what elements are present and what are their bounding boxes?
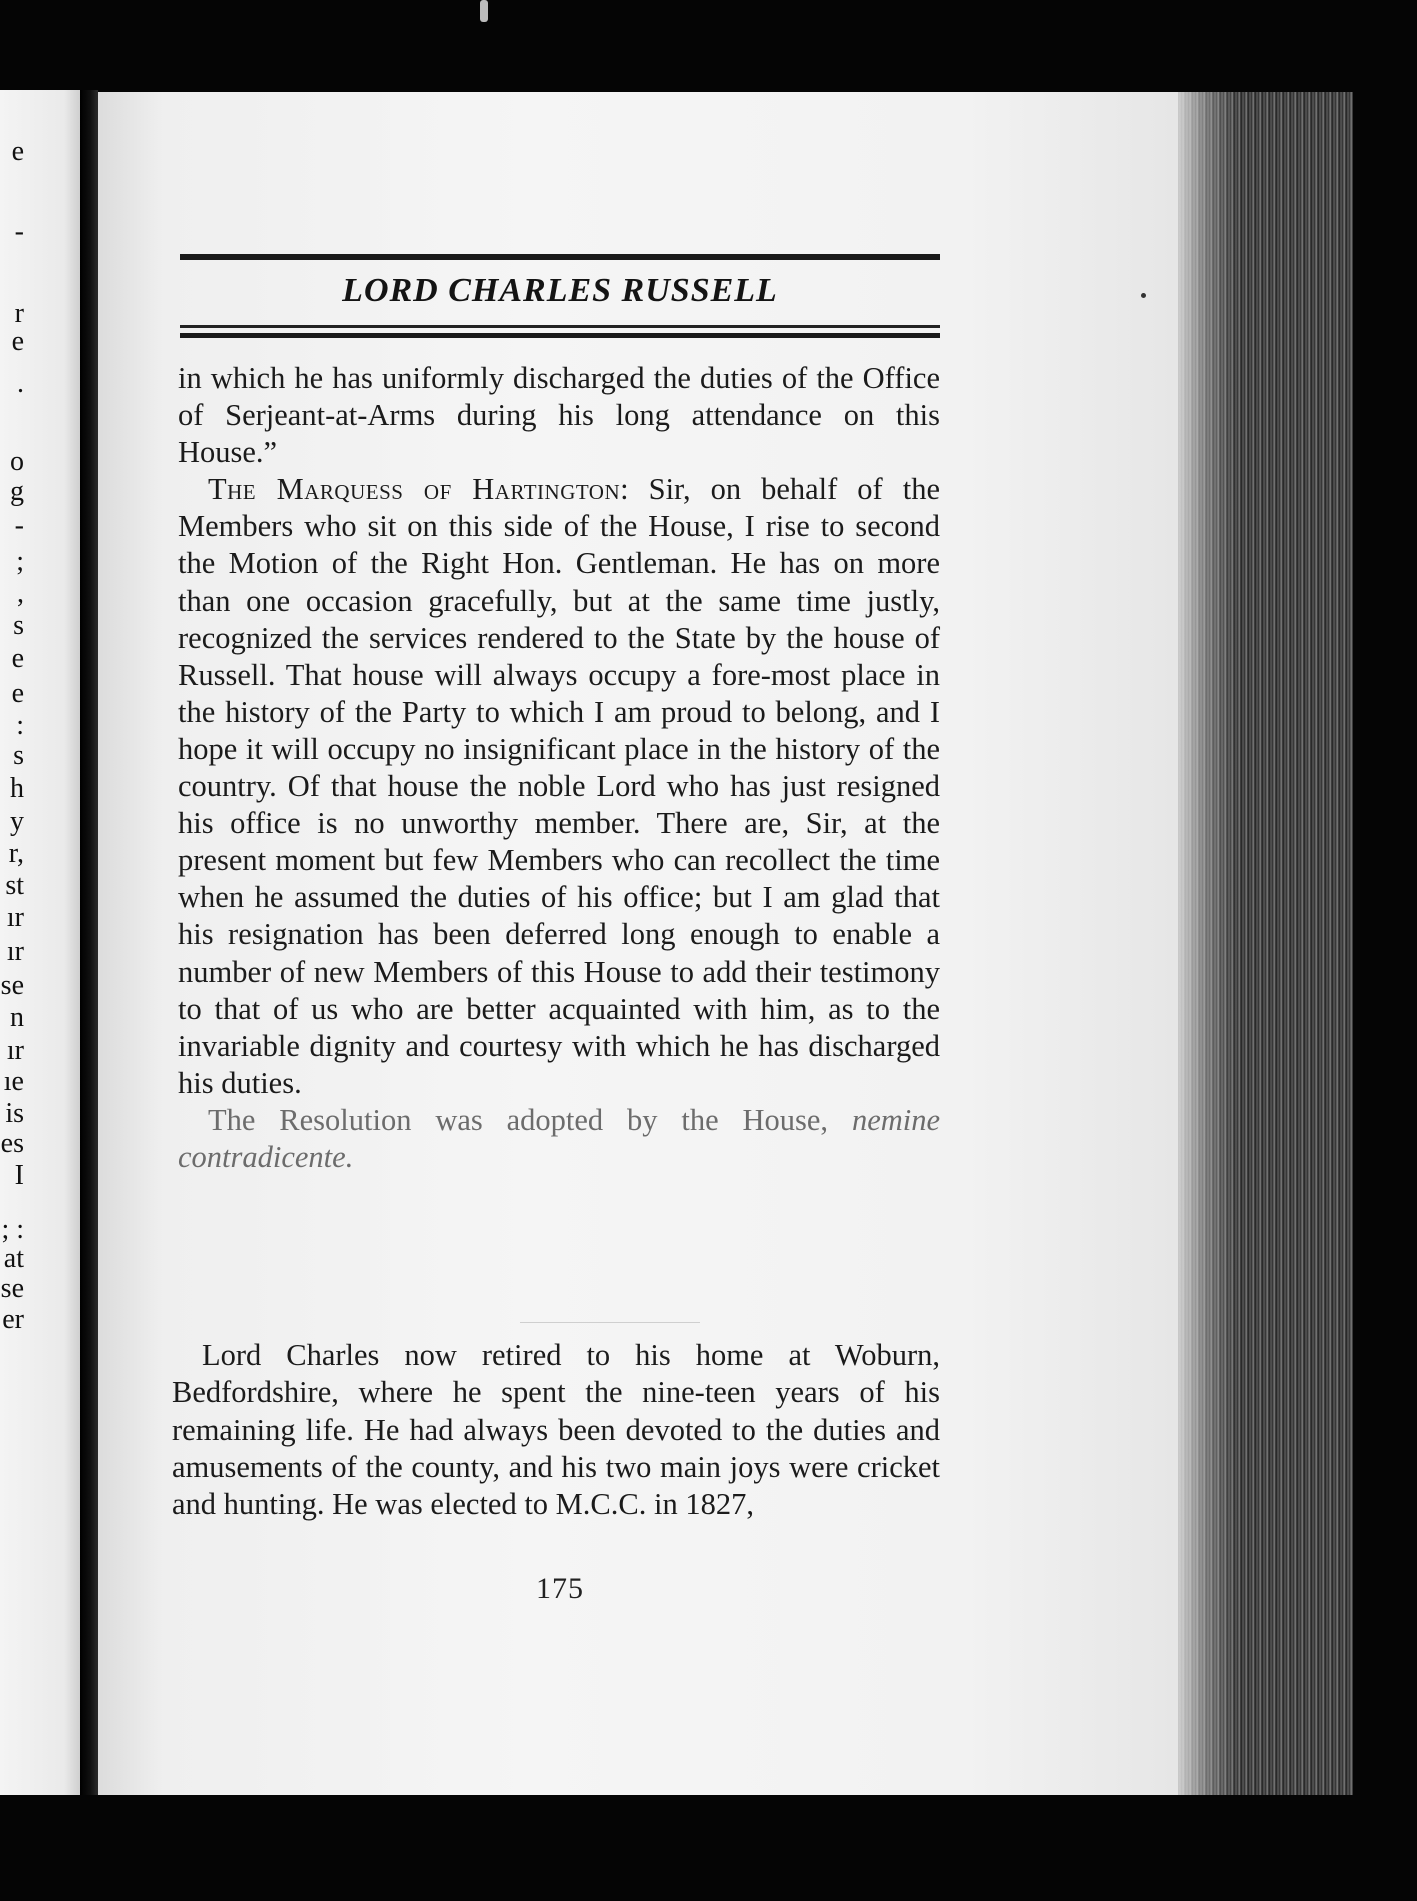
facing-page-char: n — [10, 1002, 24, 1033]
facing-page-char: o — [10, 446, 24, 477]
facing-page-char: r, — [8, 838, 24, 869]
facing-page-char: ır — [6, 902, 24, 933]
facing-page-char: ; — [16, 546, 24, 577]
facing-page-char: ıe — [3, 1066, 24, 1097]
scan-top-mark — [480, 0, 488, 22]
facing-page-fragment — [0, 90, 80, 1795]
page-number: 175 — [536, 1572, 584, 1605]
paragraph-continuation: in which he has uniformly discharged the duties of the Office of Serjeant-at-Arms during his long attendance on this House.” — [178, 361, 940, 470]
page-fore-edge-highlight — [1178, 92, 1238, 1795]
facing-page-char: r — [14, 298, 24, 329]
facing-page-char: ; : — [1, 1214, 24, 1245]
main-text-block — [178, 360, 940, 1176]
facing-page-char: g — [10, 476, 24, 507]
facing-page-char: - — [14, 510, 24, 541]
facing-page-char: ır — [6, 936, 24, 967]
facing-page-char: e — [11, 326, 24, 357]
section-separator — [520, 1322, 700, 1323]
speech-text: : Sir, on behalf of the Members who sit on this side of the House, I rise to second the Motion of the Right Hon. Gentleman. He has on more than one occasion gracefully, but at the same time justly, recognized the services rendered to the State by the house of Russell. That house will always occupy a fore-most place in the history of the Party to which I am proud to belong, and I hope it will occupy no insignificant place in the history of the country. Of that house the noble Lord who has just resigned his office is no unworthy member. There are, Sir, at the present moment but few Members who can recollect the time when he assumed the duties of his office; but I am glad that his resignation has been deferred long enough to enable a number of new Members of this House to add their testimony to that of us who are better acquainted with him, as to the invariable dignity and courtesy with which he has discharged his duties. — [178, 472, 940, 1100]
resolution-text: The Resolution was adopted by the House, — [208, 1102, 829, 1137]
paragraph-retirement: Lord Charles now retired to his home at Woburn, Bedfordshire, where he spent the nine-teen years of his remaining life. He had always been devoted to the duties and amusements of the county, and his two main joys were cricket and hunting. He was elected to M.C.C. in 1827, — [172, 1338, 940, 1522]
facing-page-char: I — [14, 1160, 24, 1191]
facing-page-char: , — [17, 578, 24, 609]
facing-page-char: is — [5, 1098, 24, 1129]
facing-page-char: e — [11, 678, 24, 709]
header-rule-bottom-thick — [180, 333, 940, 338]
facing-page-char: : — [16, 710, 24, 741]
facing-page-char: ır — [6, 1035, 24, 1066]
facing-page-char: e — [11, 136, 24, 167]
facing-page-char: er — [2, 1304, 24, 1335]
latin-phrase: nemine contradicente. — [178, 1102, 941, 1174]
book-gutter — [80, 90, 98, 1795]
facing-page-char: e — [11, 643, 24, 674]
facing-page-char: - — [14, 216, 24, 247]
facing-page-char: st — [5, 870, 24, 901]
facing-page-char: se — [0, 970, 24, 1001]
header-rule-bottom-thin — [180, 325, 940, 328]
running-head: LORD CHARLES RUSSELL — [342, 272, 778, 309]
facing-page-char: s — [13, 610, 24, 641]
paragraph-resolution — [178, 1102, 940, 1176]
facing-page-char: s — [13, 740, 24, 771]
facing-page-char: at — [3, 1243, 24, 1274]
facing-page-char: es — [0, 1128, 24, 1159]
second-text-block — [172, 1337, 940, 1523]
header-rule-top — [180, 254, 940, 260]
facing-page-char: y — [10, 806, 24, 837]
paragraph-hartington-speech — [178, 471, 940, 1102]
facing-page-char: h — [10, 773, 24, 804]
speaker-name: The Marquess of Hartington — [208, 472, 621, 507]
margin-speck — [1141, 293, 1146, 298]
facing-page-char: . — [17, 368, 24, 399]
facing-page-line-ends — [0, 90, 30, 1795]
facing-page-char: se — [0, 1273, 24, 1304]
